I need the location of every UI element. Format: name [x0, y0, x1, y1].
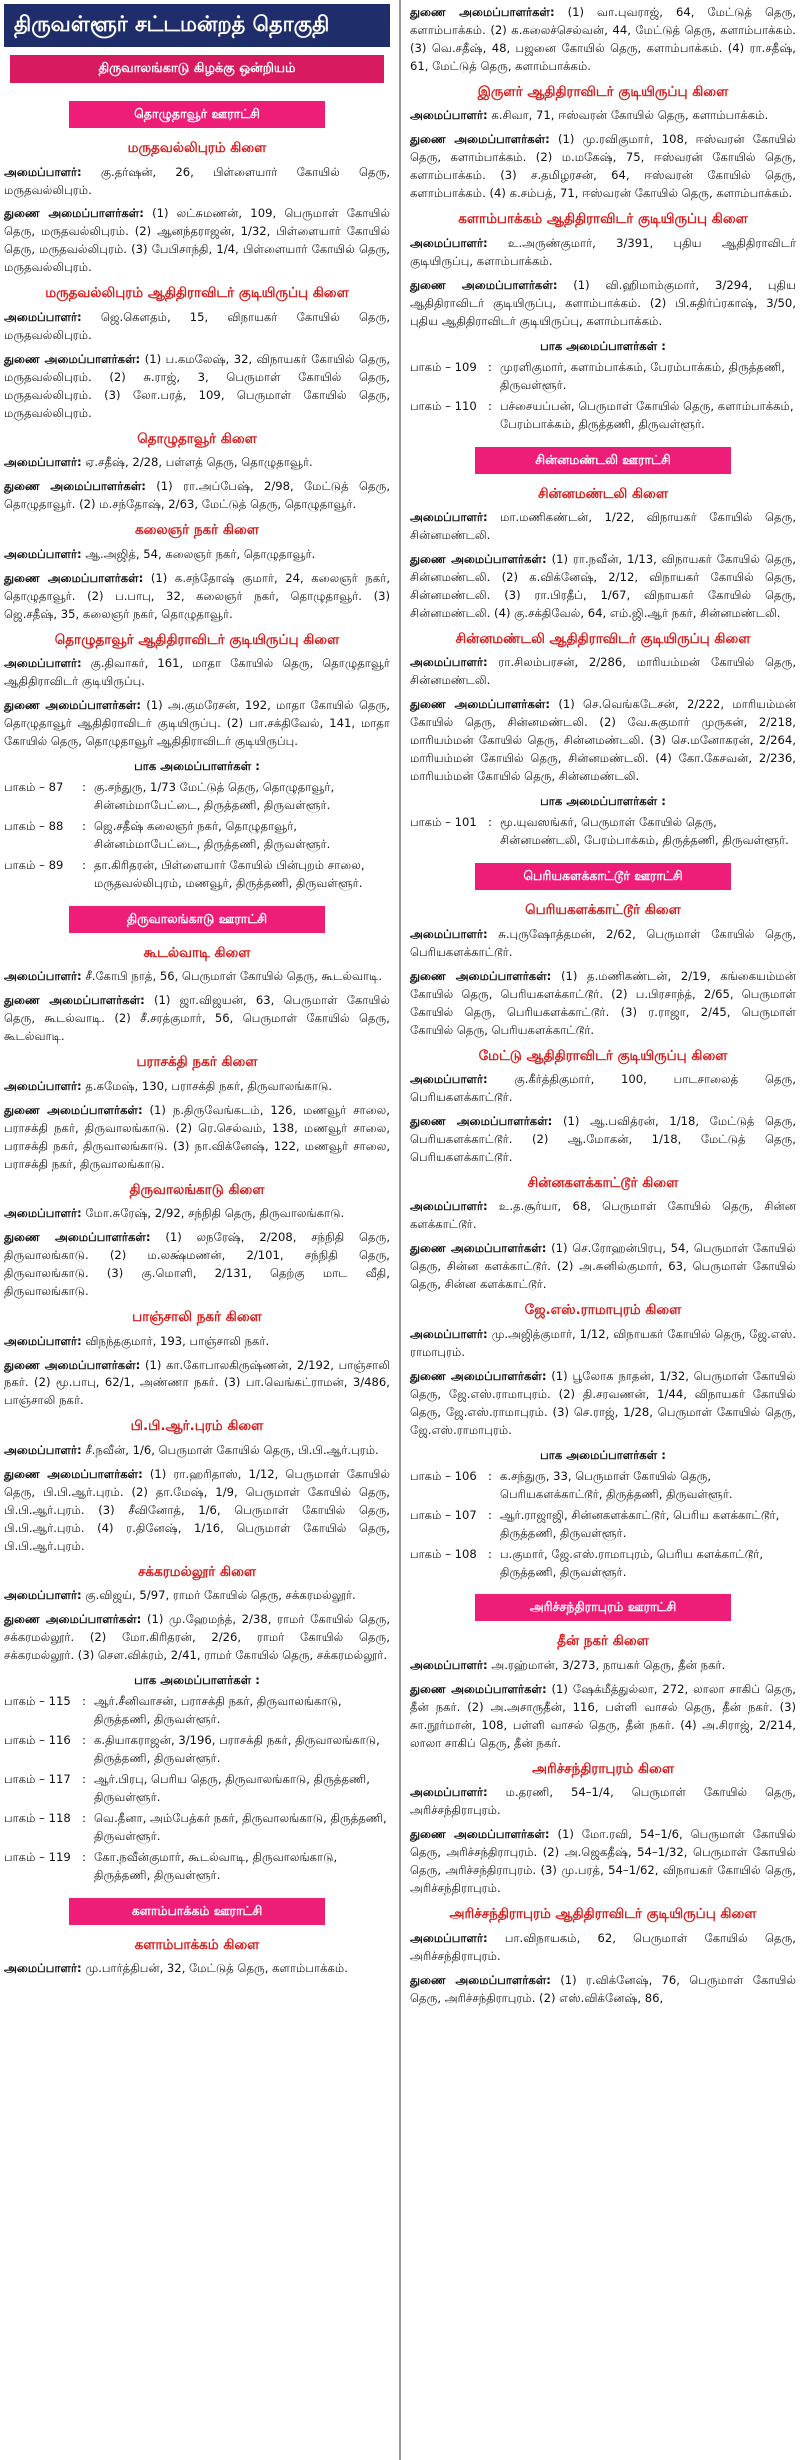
joint-text: (1) மு.ரவிகுமார், 108, ஈஸ்வரன் கோயில் தெரு, களாம்பாக்கம். (2) ம.மகேஷ், 75, ஈஸ்வரன் கோயில் தெரு, களாம்பாக்கம். (3) ச.தமிழரசன், 64, ஈஸ்வரன் கோயில் தெரு, களாம்பாக்கம். (4) க.சம்பத், 71, ஈஸ்வரன் கோயில் தெரு, களாம்பாக்கம்.: [410, 132, 797, 201]
booth-separator: :: [488, 1507, 492, 1522]
booth-separator: :: [82, 779, 86, 794]
booth-text: க.சந்துரு, 33, பெருமாள் கோயில் தெரு, பெரியகளக்காட்டூர், திருத்தணி, திருவள்ளூர்.: [500, 1468, 733, 1501]
booth-separator: :: [488, 1546, 492, 1561]
booth-separator: :: [488, 359, 492, 374]
secretary-label: அமைப்பாளர்:: [410, 1930, 488, 1945]
joint-text: (1) செ.ரோஹன்பிரபு, 54, பெருமாள் கோயில் தெரு, சின்ன களக்காட்டூர். (2) அ.சுனில்குமார், 63, பெருமாள் கோயில் தெரு, சின்ன களக்காட்டூர்.: [410, 1241, 797, 1292]
secretary-text: அ.ரஹ்மான், 3/273, நாயகர் தெரு, தீன் நகர்.: [491, 1658, 726, 1673]
branch-title: அரிச்சந்திராபுரம் ஆதிதிராவிடர் குடியிருப்பு கிளை: [449, 1906, 757, 1923]
secretary-text: கு.விஜய், 5/97, ராமர் கோயில் தெரு, சக்கரமல்லூர்.: [85, 1588, 356, 1603]
joint-text: (1) பூலோக நாதன், 1/32, பெருமாள் கோயில் தெரு, ஜே.எஸ்.ராமாபுரம். (2) தி.சரவணன், 1/44, விநாயகர் கோயில் தெரு, ஜே.எஸ்.ராமாபுரம். (3) செ.ராஜ், 1/28, பெருமாள் கோயில் தெரு, ஜே.எஸ்.ராமாபுரம்.: [410, 1368, 797, 1437]
left-column: [0, 0, 396, 2460]
joint-text: (1) ஆ.பவித்ரன், 1/18, மேட்டுத் தெரு, பெரியகளக்காட்டூர். (2) ஆ.மோகன், 1/18, மேட்டுத் தெரு, பெரியகளக்காட்டூர்.: [410, 1114, 797, 1164]
booth-section-heading: பாக அமைப்பாளர்கள் :: [134, 1673, 260, 1688]
branch-title: பாஞ்சாலி நகர் கிளை: [132, 1309, 262, 1325]
booth-separator: :: [488, 1468, 492, 1483]
joint-label: துணை அமைப்பாளர்கள்:: [410, 277, 558, 292]
secretary-text: மு.பார்த்திபன், 32, மேட்டுத் தெரு, களாம்பாக்கம்.: [85, 1961, 348, 1976]
secretary-label: அமைப்பாளர்:: [4, 969, 82, 984]
booth-number: பாகம் – 109: [410, 359, 477, 374]
secretary-label: அமைப்பாளர்:: [4, 546, 82, 561]
booth-separator: :: [82, 1811, 86, 1826]
secretary-text: க.சிவா, 71, ஈஸ்வரன் கோயில் தெரு, களாம்பாக்கம்.: [491, 108, 769, 123]
joint-text: (1) ரா.ஹரிதாஸ், 1/12, பெருமாள் கோயில் தெரு, பி.பி.ஆர்.புரம். (2) தா.மேஷ், 1/9, பெருமாள் கோயில் தெரு, பி.பி.ஆர்.புரம். (3) சீவினோத், 1/6, பெருமாள் கோயில் தெரு, பி.பி.ஆர்.புரம். (4) ர.தினேஷ், 1/16, பெருமாள் கோயில் தெரு, பி.பி.ஆர்.புரம்.: [4, 1466, 391, 1553]
booth-section-heading: பாக அமைப்பாளர்கள் :: [540, 1447, 666, 1462]
branch-title: சின்னமண்டலி கிளை: [537, 485, 668, 502]
booth-text: க.தியாகராஜன், 3/196, பராசக்தி நகர், திருவாலங்காடு, திருத்தணி, திருவள்ளூர்.: [94, 1733, 380, 1766]
secretary-text: கு.திவாகர், 161, மாதா கோயில் தெரு, தொழுதாவூர் ஆதிதிராவிடர் குடியிருப்பு.: [4, 656, 390, 689]
secretary-text: சீ.நவீன், 1/6, பெருமாள் கோயில் தெரு, பி.பி.ஆர்.புரம்.: [85, 1442, 379, 1457]
joint-text: (1) அ.குமரேசன், 192, மாதா கோயில் தெரு, தொழுதாவூர் ஆதிதிராவிடர் குடியிருப்பு. (2) பா.சக்திவேல், 141, மாதா கோயில் தெரு, தொழுதாவூர் ஆதிதிராவிடர் குடியிருப்பு.: [4, 698, 390, 749]
branch-title: இருளர் ஆதிதிராவிடர் குடியிருப்பு கிளை: [477, 83, 729, 100]
panchayat-header-wrap: [410, 437, 796, 478]
secretary-entry: [4, 1333, 390, 1351]
joint-entry: [410, 131, 796, 203]
secretary-text: கு.கீர்த்திகுமார், 100, பாடசாலைத் தெரு, பெரியகளக்காட்டூர்.: [410, 1072, 796, 1105]
joint-text: (1) ரா.நவீன், 1/13, விநாயகர் கோயில் தெரு, சின்னமண்டலி. (2) க.விக்னேஷ், 2/12, விநாயகர் கோயில் தெரு, சின்னமண்டலி. (3) ரா.பிரதீப், 1/67, விநாயகர் கோயில் தெரு, சின்னமண்டலி. (4) கு.சக்திவேல், 64, எம்.ஜி.ஆர் நகர், சின்னமண்டலி.: [410, 552, 796, 620]
secretary-label: அமைப்பாளர்:: [410, 926, 488, 941]
secretary-entry: [410, 107, 796, 125]
panchayat-header: சின்னமண்டலி ஊராட்சி: [475, 447, 730, 474]
booth-separator: :: [488, 815, 492, 830]
joint-label: துணை அமைப்பாளர்கள்:: [4, 479, 146, 494]
branch-title: பராசக்தி நகர் கிளை: [136, 1054, 258, 1071]
secretary-label: அமைப்பாளர்:: [4, 1333, 82, 1348]
secretary-label: அமைப்பாளர்:: [4, 164, 82, 179]
joint-entry: [410, 1368, 796, 1440]
booth-number: பாகம் – 108: [410, 1546, 477, 1561]
panchayat-header: தொழுதாவூர் ஊராட்சி: [69, 101, 324, 128]
booth-separator: :: [82, 1733, 86, 1748]
booth-number: பாகம் – 89: [4, 857, 64, 872]
joint-text: (1) மோ.ரவி, 54–1/6, பெருமாள் கோயில் தெரு, அரிச்சந்திராபுரம். (2) அ.ஜெகதீஷ், 54–1/32, பெருமாள் கோயில் தெரு, அரிச்சந்திராபுரம். (3) மு.பரத், 54–1/62, விநாயகர் கோயில் தெரு, அரிச்சந்திராபுரம்.: [410, 1827, 797, 1896]
secretary-text: உ.அருண்குமார், 3/391, புதிய ஆதிதிராவிடர் குடியிருப்பு, களாம்பாக்கம்.: [410, 235, 796, 268]
branch-title: மேட்டு ஆதிதிராவிடர் குடியிருப்பு கிளை: [478, 1047, 728, 1064]
secretary-label: அமைப்பாளர்:: [410, 655, 488, 670]
secretary-text: மா.மணிகண்டன், 1/22, விநாயகர் கோயில் தெரு, சின்னமண்டலி.: [410, 510, 797, 543]
panchayat-header: அரிச்சந்திராபுரம் ஊராட்சி: [475, 1594, 730, 1621]
joint-text: (1) மு.ஹேமந்த், 2/38, ராமர் கோயில் தெரு, சக்கரமல்லூர். (2) மோ.கிரிதரன், 2/26, ராமர் கோயில் தெரு, சக்கரமல்லூர். (3) சௌ.விக்ரம், 2/41, ராமர் கோயில் தெரு, சக்கரமல்லூர்.: [4, 1612, 391, 1663]
booth-text: கு.சந்துரு, 1/73 மேட்டுத் தெரு, தொழுதாவூர், சின்னம்மாபேட்டை, திருத்தணி, திருவள்ளூர்.: [94, 779, 335, 812]
joint-text: (1) ரா.அப்பேஷ், 2/98, மேட்டுத் தெரு, தொழுதாவூர். (2) ம.சந்தோஷ், 2/63, மேட்டுத் தெரு, தொழுதாவூர்.: [4, 479, 391, 512]
secretary-text: ம.தரணி, 54–1/4, பெருமாள் கோயில் தெரு, அரிச்சந்திராபுரம்.: [410, 1785, 796, 1818]
joint-entry: [410, 551, 796, 623]
secretary-text: பா.விநாயகம், 62, பெருமாள் கோயில் தெரு, அரிச்சந்திராபுரம்.: [410, 1930, 796, 1963]
branch-title: தொழுதாவூர் ஆதிதிராவிடர் குடியிருப்பு கிளை: [54, 631, 340, 648]
secretary-text: உ.த.சூர்யா, 68, பெருமாள் கோயில் தெரு, சின்ன களக்காட்டூர்.: [410, 1199, 796, 1232]
branch-title: திருவாலங்காடு கிளை: [129, 1181, 265, 1198]
joint-text: (1) ர.விக்னேஷ், 76, பெருமாள் கோயில் தெரு, அரிச்சந்திராபுரம். (2) எஸ்.விக்னேஷ், 86,: [410, 1972, 796, 2005]
booth-text: ஆர்.சீனிவாசன், பராசக்தி நகர், திருவாலங்காடு, திருத்தணி, திருவள்ளூர்.: [94, 1694, 342, 1727]
joint-entry: [4, 351, 390, 423]
secretary-entry: [410, 509, 796, 545]
joint-entry: [4, 697, 390, 751]
panchayat-header: திருவாலங்காடு ஊராட்சி: [69, 906, 324, 933]
booth-row: [410, 814, 796, 850]
booth-row: [410, 398, 796, 434]
booth-row: [4, 1810, 390, 1846]
booth-number: பாகம் – 87: [4, 779, 64, 794]
booth-number: பாகம் – 115: [4, 1694, 71, 1709]
joint-entry: [410, 1240, 796, 1294]
joint-entry: [410, 277, 796, 331]
joint-label: துணை அமைப்பாளர்கள்:: [410, 1114, 553, 1128]
branch-title: சக்கரமல்லூர் கிளை: [137, 1563, 257, 1580]
joint-entry: [4, 570, 390, 624]
secretary-entry: [4, 968, 390, 986]
booth-text: மூ.யுவஸங்கர், பெருமாள் கோயில் தெரு, சின்னமண்டலி, பேரம்பாக்கம், திருத்தணி, திருவள்ளூர்.: [500, 815, 789, 848]
branch-title: தொழுதாவூர் கிளை: [137, 430, 257, 447]
booth-row: [410, 1546, 796, 1582]
union-banner: திருவாலங்காடு கிழக்கு ஒன்றியம்: [10, 55, 384, 83]
joint-label: துணை அமைப்பாளர்கள்:: [410, 552, 547, 567]
booth-row: [4, 1732, 390, 1768]
joint-entry: [4, 1611, 390, 1665]
joint-label: துணை அமைப்பாளர்கள்:: [410, 1972, 551, 1987]
secretary-entry: [4, 1205, 390, 1223]
booth-separator: :: [82, 1849, 86, 1864]
branch-title: தீன் நகர் கிளை: [557, 1633, 649, 1650]
panchayat-header-wrap: [410, 853, 796, 894]
secretary-entry: [4, 164, 390, 200]
booth-text: பச்சையப்பன், பெருமாள் கோயில் தெரு, களாம்பாக்கம், பேரம்பாக்கம், திருத்தணி, திருவள்ளூர்.: [500, 398, 794, 431]
secretary-entry: [410, 235, 796, 271]
column-divider: [399, 0, 401, 2460]
secretary-label: அமைப்பாளர்:: [410, 1326, 488, 1341]
joint-label: துணை அமைப்பாளர்கள்:: [4, 993, 145, 1008]
booth-row: [410, 1507, 796, 1543]
booth-text: ப.குமார், ஜே.எஸ்.ராமாபுரம், பெரிய களக்காட்டூர், திருத்தணி, திருவள்ளூர்.: [500, 1546, 764, 1579]
secretary-label: அமைப்பாளர்:: [4, 455, 82, 470]
branch-title: அரிச்சந்திராபுரம் கிளை: [531, 1760, 675, 1777]
secretary-text: ஜெ.கௌதம், 15, விநாயகர் கோயில் தெரு, மருதவல்லிபுரம்.: [4, 309, 391, 342]
booth-row: [4, 818, 390, 854]
booth-section-heading: பாக அமைப்பாளர்கள் :: [540, 794, 666, 809]
joint-entry: [4, 992, 390, 1046]
joint-entry: [4, 1357, 390, 1411]
joint-label: துணை அமைப்பாளர்கள்:: [410, 132, 550, 147]
joint-label: துணை அமைப்பாளர்கள்:: [410, 697, 550, 712]
secretary-label: அமைப்பாளர்:: [4, 1442, 82, 1457]
booth-number: பாகம் – 106: [410, 1468, 477, 1483]
booth-separator: :: [488, 398, 492, 413]
joint-label: துணை அமைப்பாளர்கள்:: [410, 1827, 550, 1842]
secretary-text: விநந்தகுமார், 193, பாஞ்சாலி நகர்.: [85, 1333, 270, 1348]
joint-label: துணை அமைப்பாளர்கள்:: [4, 1230, 151, 1245]
booth-text: தா.கிரிதரன், பிள்ளையார் கோயில் பின்புறம் சாலை, மருதவல்லிபுரம், மணவூர், திருத்தணி, திருவள்ளூர்.: [94, 857, 365, 890]
secretary-text: மோ.சுரேஷ், 2/92, சந்நிதி தெரு, திருவாலங்காடு.: [85, 1206, 345, 1221]
booth-number: பாகம் – 107: [410, 1507, 477, 1522]
secretary-text: சீ.கோபி நாத், 56, பெருமாள் கோயில் தெரு, கூடல்வாடி.: [85, 969, 383, 984]
secretary-label: அமைப்பாளர்:: [4, 1078, 82, 1093]
booth-section-heading: பாக அமைப்பாளர்கள் :: [540, 338, 666, 353]
booth-text: ஜெ.சதீஷ் கலைஞர் நகர், தொழுதாவூர், சின்னம்மாபேட்டை, திருத்தணி, திருவள்ளூர்.: [94, 818, 331, 851]
secretary-entry: [4, 309, 390, 345]
joint-entry: [4, 1466, 390, 1556]
secretary-label: அமைப்பாளர்:: [410, 108, 488, 123]
joint-label: துணை அமைப்பாளர்கள்:: [410, 968, 552, 983]
secretary-entry: [410, 1326, 796, 1362]
panchayat-header-wrap: [4, 1888, 390, 1929]
booth-separator: :: [82, 818, 86, 833]
joint-label: துணை அமைப்பாளர்கள்:: [4, 570, 144, 585]
secretary-entry: [410, 1930, 796, 1966]
secretary-entry: [410, 1657, 796, 1675]
secretary-text: ஆ.அஜித், 54, கலைஞர் நகர், தொழுதாவூர்.: [85, 546, 316, 561]
joint-entry: [410, 4, 796, 76]
secretary-text: த.கமேஷ், 130, பராசக்தி நகர், திருவாலங்காடு.: [85, 1078, 333, 1093]
secretary-text: கு.தர்ஷன், 26, பிள்ளையார் கோயில் தெரு, மருதவல்லிபுரம்.: [4, 164, 391, 197]
booth-separator: :: [82, 1772, 86, 1787]
joint-label: துணை அமைப்பாளர்கள்:: [410, 1368, 547, 1383]
secretary-text: ரா.சிலம்பரசன், 2/286, மாரியம்மன் கோயில் தெரு, சின்னமண்டலி.: [410, 655, 797, 688]
panchayat-header-wrap: [4, 91, 390, 132]
branch-title: பெரியகளக்காட்டூர் கிளை: [525, 902, 681, 919]
secretary-label: அமைப்பாளர்:: [410, 235, 488, 250]
secretary-entry: [4, 1078, 390, 1096]
joint-label: துணை அமைப்பாளர்கள்:: [410, 5, 555, 19]
joint-text: (1) ந.திருவேங்கடம், 126, மணவூர் சாலை, பராசக்தி நகர், திருவாலங்காடு. (2) ரெ.செல்வம், 138, மணவூர் சாலை, பராசக்தி நகர், திருவாலங்காடு. (3) நா.விக்னேஷ், 122, மணவூர் சாலை, பராசக்தி நகர், திருவாலங்காடு.: [4, 1102, 390, 1171]
joint-entry: [410, 1972, 796, 2008]
joint-label: துணை அமைப்பாளர்கள்:: [4, 351, 141, 366]
secretary-entry: [410, 1071, 796, 1107]
booth-number: பாகம் – 117: [4, 1772, 71, 1787]
branch-title: களாம்பாக்கம் கிளை: [134, 1936, 260, 1953]
branch-title: சின்னமண்டலி ஆதிதிராவிடர் குடியிருப்பு கிளை: [455, 630, 751, 647]
booth-row: [4, 779, 390, 815]
branch-title: கூடல்வாடி கிளை: [143, 944, 251, 961]
joint-label: துணை அமைப்பாளர்கள்:: [410, 1241, 547, 1256]
booth-text: வெ.தீனா, அம்பேத்கர் நகர், திருவாலங்காடு, திருத்தணி, திருவள்ளூர்.: [94, 1811, 387, 1843]
secretary-text: ஏ.சதீஷ், 2/28, பள்ளத் தெரு, தொழுதாவூர்.: [85, 455, 313, 470]
joint-label: துணை அமைப்பாளர்கள்:: [410, 1681, 547, 1696]
secretary-label: அமைப்பாளர்:: [4, 1588, 82, 1603]
branch-title: மருதவல்லிபுரம் கிளை: [127, 140, 267, 156]
booth-number: பாகம் – 116: [4, 1733, 71, 1748]
booth-row: [4, 1771, 390, 1807]
joint-label: துணை அமைப்பாளர்கள்:: [4, 1466, 143, 1481]
secretary-entry: [4, 1442, 390, 1460]
secretary-label: அமைப்பாளர்:: [410, 510, 488, 525]
booth-separator: :: [82, 1694, 86, 1709]
joint-text: (1) ப.கமலேஷ், 32, விநாயகர் கோயில் தெரு, மருதவல்லிபுரம். (2) சு.ராஜ், 3, பெருமாள் கோயில் தெரு, மருதவல்லிபுரம். (3) லோ.பரத், 109, பெருமாள் கோயில் தெரு, மருதவல்லிபுரம்.: [4, 351, 390, 420]
secretary-label: அமைப்பாளர்:: [410, 1199, 488, 1214]
joint-text: (1) வி.ஹிமாம்குமார், 3/294, புதிய ஆதிதிராவிடர் குடியிருப்பு, களாம்பாக்கம். (2) பி.சுதிர்ப்ரகாஷ், 3/50, புதிய ஆதிதிராவிடர் குடியிருப்பு, களாம்பாக்கம்.: [410, 277, 796, 328]
booth-row: [410, 359, 796, 395]
right-column: [404, 0, 800, 2460]
joint-text: (1) க.சந்தோஷ் குமார், 24, கலைஞர் நகர், தொழுதாவூர். (2) ப.பாபு, 32, கலைஞர் நகர், தொழுதாவூர். (3) ஜெ.சதீஷ், 35, கலைஞர் நகர், தொழுதாவூர்.: [4, 570, 391, 621]
secretary-entry: [410, 1784, 796, 1820]
branch-title: மருதவல்லிபுரம் ஆதிதிராவிடர் குடியிருப்பு கிளை: [45, 285, 349, 302]
booth-number: பாகம் – 101: [410, 815, 477, 830]
booth-text: ஆர்.பிரபு, பெரிய தெரு, திருவாலங்காடு, திருத்தணி, திருவள்ளூர்.: [94, 1772, 370, 1805]
joint-label: துணை அமைப்பாளர்கள்:: [4, 1102, 143, 1117]
joint-text: (1) ஜா.விஜயன், 63, பெருமாள் கோயில் தெரு, கூடல்வாடி. (2) சீ.சரத்குமார், 56, பெருமாள் கோயில் தெரு, கூடல்வாடி.: [4, 993, 391, 1044]
branch-title: கலைஞர் நகர் கிளை: [135, 522, 259, 539]
secretary-label: அமைப்பாளர்:: [4, 1961, 82, 1976]
branch-title: சின்னகளக்காட்டூர் கிளை: [527, 1174, 679, 1191]
joint-entry: [4, 205, 390, 277]
secretary-label: அமைப்பாளர்:: [4, 656, 82, 671]
booth-separator: :: [82, 857, 86, 872]
secretary-label: அமைப்பாளர்:: [4, 1206, 82, 1221]
joint-label: துணை அமைப்பாளர்கள்:: [4, 206, 144, 221]
secretary-label: அமைப்பாளர்:: [410, 1072, 488, 1087]
joint-text: (1) லட்சுமணன், 109, பெருமாள் கோயில் தெரு, மருதவல்லிபுரம். (2) ஆனந்தராஜன், 1/32, பிள்ளையார் கோயில் தெரு, மருதவல்லிபுரம். (3) பேபிசாந்தி, 1/4, பிள்ளையார் கோயில் தெரு, மருதவல்லிபுரம்.: [4, 206, 390, 275]
joint-text: (1) த.மணிகண்டன், 2/19, கங்கையம்மன் கோயில் தெரு, பெரியகளக்காட்டூர். (2) ப.பிரசாந்த், 2/65, பெருமாள் கோயில் தெரு, பெரியகளக்காட்டூர். (3) ர.ராஜா, 2/45, பெருமாள் கோயில் தெரு, பெரியகளக்காட்டூர்.: [410, 968, 796, 1037]
secretary-label: அமைப்பாளர்:: [410, 1785, 488, 1800]
secretary-entry: [4, 655, 390, 691]
joint-text: (1) செ.வெங்கடேசன், 2/222, மாரியம்மன் கோயில் தெரு, சின்னமண்டலி. (2) வே.சுகுமார் முருகன், 2/218, மாரியம்மன் கோயில் தெரு, சின்னமண்டலி. (3) செ.மனோகரன், 2/264, மாரியம்மன் கோயில் தெரு, சின்னமண்டலி. (4) கோ.கேசவன், 2/236, மாரியம்மன் கோயில் தெரு, சின்னமண்டலி.: [410, 697, 796, 784]
branch-title: ஜே.எஸ்.ராமாபுரம் கிளை: [524, 1302, 682, 1319]
secretary-text: சு.புருஷோத்தமன், 2/62, பெருமாள் கோயில் தெரு, பெரியகளக்காட்டூர்.: [410, 926, 797, 959]
joint-entry: [4, 1229, 390, 1301]
branch-title: பி.பி.ஆர்.புரம் கிளை: [130, 1418, 264, 1435]
secretary-entry: [410, 654, 796, 690]
secretary-entry: [4, 1587, 390, 1605]
booth-number: பாகம் – 118: [4, 1811, 71, 1826]
joint-label: துணை அமைப்பாளர்கள்:: [4, 1357, 141, 1372]
booth-text: ஆர்.ராஜாஜி, சின்னகளக்காட்டூர், பெரிய களக்காட்டூர், திருத்தணி, திருவள்ளூர்.: [500, 1507, 780, 1540]
booth-row: [4, 1693, 390, 1729]
booth-row: [410, 1468, 796, 1504]
secretary-entry: [4, 546, 390, 564]
booth-number: பாகம் – 88: [4, 818, 64, 833]
joint-label: துணை அமைப்பாளர்கள்:: [4, 1612, 142, 1627]
joint-text: (1) லநரேஷ், 2/208, சந்நிதி தெரு, திருவாலங்காடு. (2) ம.லக்ஷ்மணன், 2/101, சந்நிதி தெரு, திருவாலங்காடு. (3) கு.மொளி, 2/131, தெற்கு மாட வீதி, திருவாலங்காடு.: [4, 1230, 391, 1299]
panchayat-header-wrap: [410, 1584, 796, 1625]
booth-text: கோ.நவீன்குமார், கூடல்வாடி, திருவாலங்காடு, திருத்தணி, திருவள்ளூர்.: [94, 1849, 338, 1882]
booth-text: முரளிகுமார், களாம்பாக்கம், பேரம்பாக்கம், திருத்தணி, திருவள்ளூர்.: [500, 359, 785, 392]
joint-entry: [410, 968, 796, 1040]
secretary-text: மு.அஜித்குமார், 1/12, விநாயகர் கோயில் தெரு, ஜே.எஸ். ராமாபுரம்.: [410, 1326, 797, 1359]
joint-entry: [4, 478, 390, 514]
booth-number: பாகம் – 119: [4, 1849, 71, 1864]
joint-entry: [4, 1102, 390, 1174]
secretary-label: அமைப்பாளர்:: [410, 1658, 488, 1673]
secretary-label: அமைப்பாளர்:: [4, 309, 82, 324]
joint-text: (1) வா.புவராஜ், 64, மேட்டுத் தெரு, களாம்பாக்கம். (2) க.கலைச்செல்வன், 44, மேட்டுத் தெரு, களாம்பாக்கம். (3) வெ.சதீஷ், 48, பஜனை கோயில் தெரு, களாம்பாக்கம். (4) ரா.சதீஷ், 61, மேட்டுத் தெரு, களாம்பாக்கம்.: [410, 5, 797, 73]
panchayat-header-wrap: [4, 896, 390, 937]
booth-section-heading: பாக அமைப்பாளர்கள் :: [134, 758, 260, 773]
secretary-entry: [410, 1198, 796, 1234]
joint-text: (1) கா.கோபாலகிருஷ்ணன், 2/192, பாஞ்சாலி நகர். (2) மூ.பாபு, 62/1, அண்ணா நகர். (3) பா.வெங்கட்ராமன், 3/486, பாஞ்சாலி நகர்.: [4, 1357, 391, 1408]
booth-row: [4, 857, 390, 893]
joint-entry: [410, 696, 796, 786]
secretary-entry: [4, 454, 390, 472]
joint-text: (1) ஷேக்மீத்துல்லா, 272, லாலா சாகிப் தெரு, தீன் நகர். (2) அ.அசாருதீன், 116, பள்ளி வாசல் தெரு, தீன் நகர். (3) சுா.நூர்மான், 108, பள்ளி வாசல் தெரு, தீன் நகர். (4) அ.சிராஜ், 2/214, லாலா சாகிப் தெரு, தீன் நகர்.: [410, 1681, 796, 1750]
branch-title: களாம்பாக்கம் ஆதிதிராவிடர் குடியிருப்பு கிளை: [458, 211, 748, 228]
secretary-entry: [4, 1960, 390, 1978]
panchayat-header: களாம்பாக்கம் ஊராட்சி: [69, 1898, 324, 1925]
booth-row: [4, 1849, 390, 1885]
joint-entry: [410, 1826, 796, 1898]
booth-number: பாகம் – 110: [410, 398, 477, 413]
panchayat-header: பெரியகளக்காட்டூர் ஊராட்சி: [475, 863, 730, 890]
joint-entry: [410, 1113, 796, 1167]
secretary-entry: [410, 926, 796, 962]
constituency-masthead: திருவள்ளூர் சட்டமன்றத் தொகுதி: [4, 4, 390, 47]
joint-label: துணை அமைப்பாளர்கள்:: [4, 698, 141, 713]
joint-entry: [410, 1681, 796, 1753]
